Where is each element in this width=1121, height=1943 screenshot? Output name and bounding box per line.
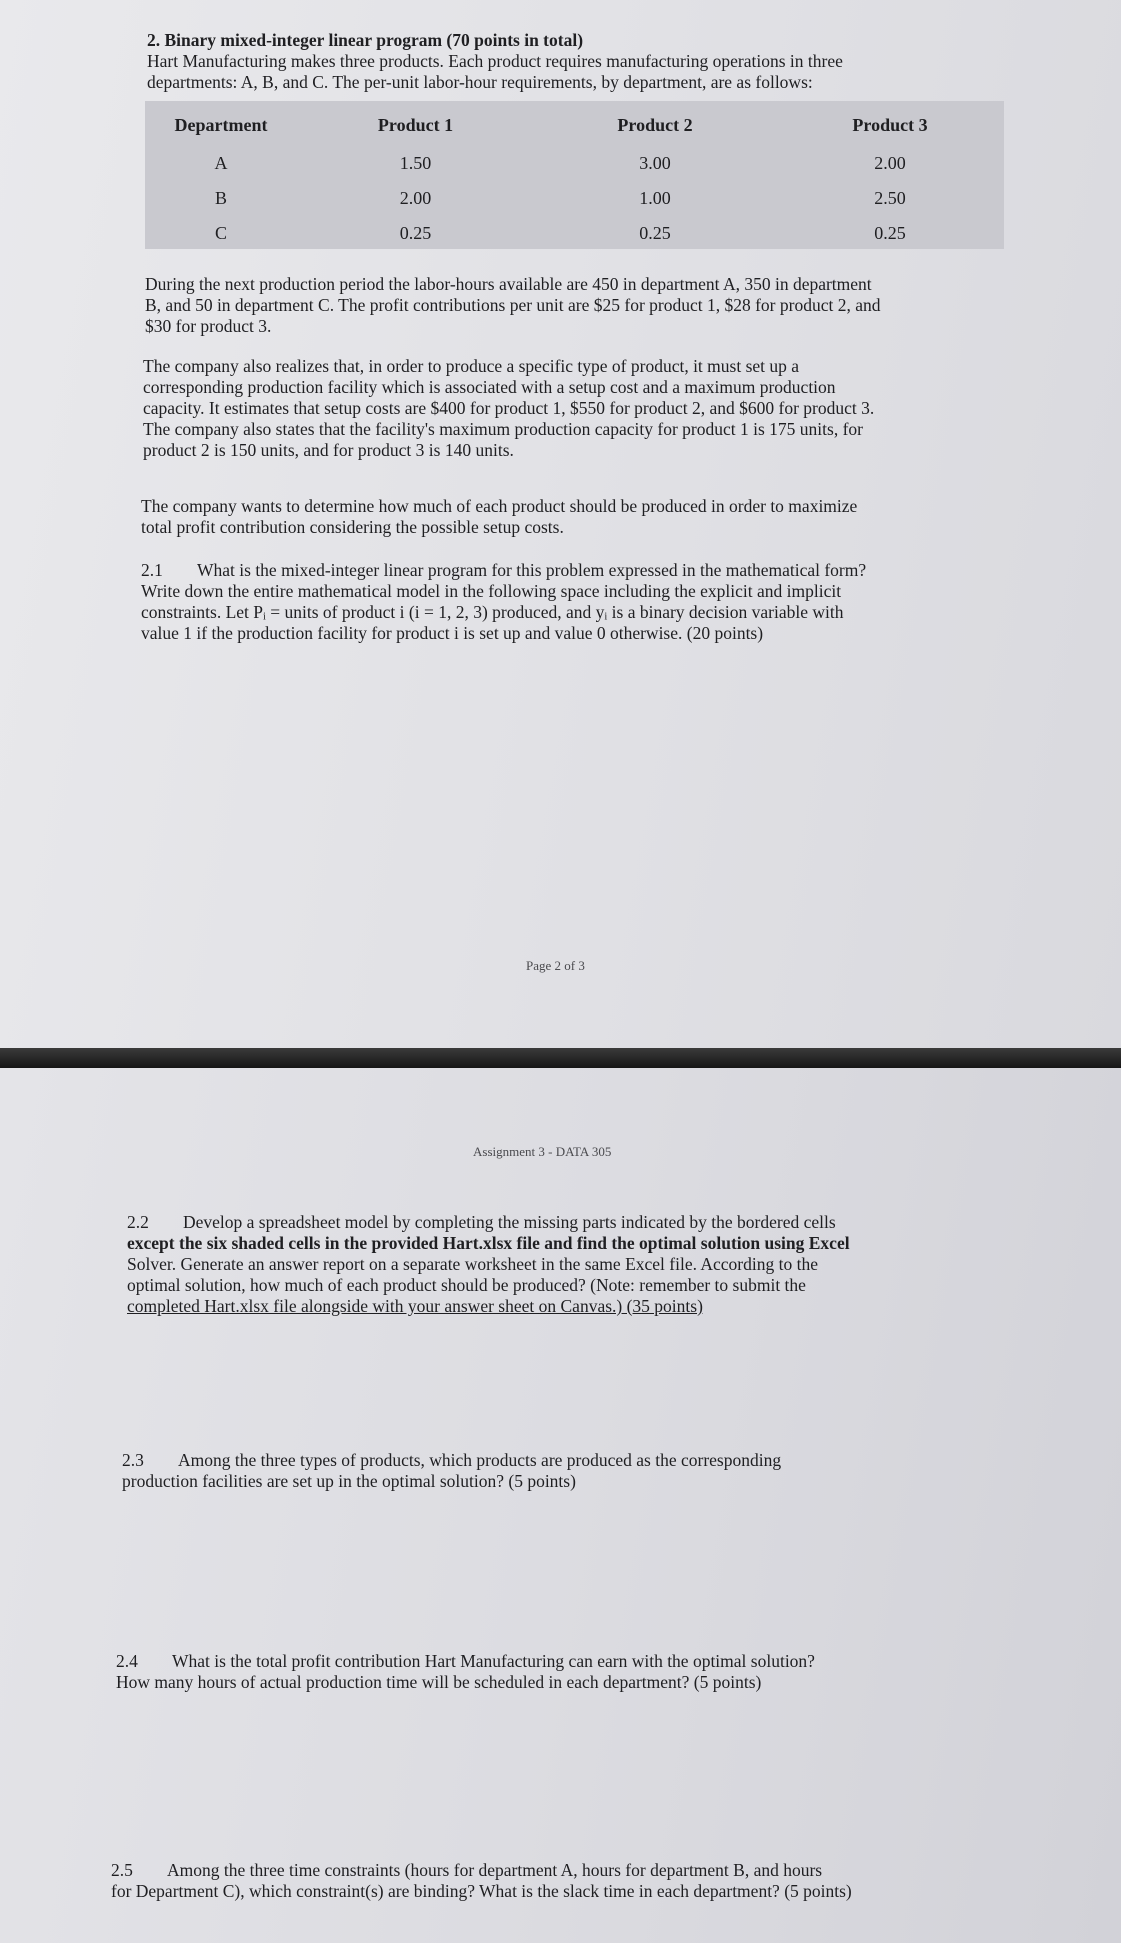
cell-value: 2.00	[874, 153, 906, 173]
table-row	[145, 181, 1004, 216]
question-number: 2.1	[141, 560, 163, 580]
paragraph-objective	[141, 496, 1021, 538]
paragraph-line: B, and 50 in department C. The profit contributions per unit are $25 for product 1, $28 for product 2, and	[145, 295, 881, 315]
question-line: Among the three types of products, which products are produced as the corresponding	[178, 1450, 782, 1470]
paragraph-line: During the next production period the labor-hours available are 450 in department A, 350 in department	[145, 274, 872, 294]
question-line: How many hours of actual production time will be scheduled in each department? (5 points)	[116, 1672, 762, 1692]
question-line: optimal solution, how much of each product should be produced? (Note: remember to submit the	[127, 1275, 806, 1295]
paragraph-line: corresponding production facility which is associated with a setup cost and a maximum production	[143, 377, 836, 397]
cell-value: 2.00	[399, 188, 432, 208]
paragraph-setup-costs	[143, 356, 1023, 461]
question-2-2	[127, 1212, 1027, 1317]
cell-dept: B	[214, 188, 227, 208]
page-header: Assignment 3 - DATA 305	[473, 1144, 612, 1159]
question-line: production facilities are set up in the optimal solution? (5 points)	[122, 1471, 576, 1491]
table-header-row	[145, 101, 1004, 146]
paragraph-line: $30 for product 3.	[145, 316, 272, 336]
cell-value: 1.00	[639, 188, 671, 208]
problem-intro	[147, 30, 1027, 93]
cell-value: 3.00	[639, 153, 671, 173]
page-separator	[0, 1048, 1121, 1068]
document-page-3	[0, 1068, 1121, 1943]
question-line: constraints. Let Pᵢ = units of product i (i = 1, 2, 3) produced, and yᵢ is a binary decision variable with	[141, 602, 844, 622]
question-number: 2.2	[127, 1212, 149, 1232]
question-line: for Department C), which constraint(s) are binding? What is the slack time in each department? (5 points)	[111, 1881, 852, 1901]
header-department: Department	[174, 114, 268, 135]
paragraph-labor-hours	[145, 274, 1025, 337]
table-row	[145, 146, 1004, 181]
question-2-5	[111, 1860, 1021, 1902]
cell-value: 1.50	[399, 153, 432, 173]
cell-value: 0.25	[399, 223, 432, 243]
table-row	[145, 216, 1004, 251]
paragraph-line: capacity. It estimates that setup costs are $400 for product 1, $550 for product 2, and $600 for product 3.	[143, 398, 875, 418]
question-2-1	[141, 560, 1021, 644]
header-product-3: Product 3	[852, 114, 928, 135]
question-number: 2.3	[122, 1450, 144, 1470]
cell-value: 0.25	[874, 223, 906, 243]
paragraph-line: The company also states that the facility's maximum production capacity for product 1 is 175 units, for	[143, 419, 863, 439]
question-line: What is the mixed-integer linear program for this problem expressed in the mathematical form?	[197, 560, 867, 580]
question-line: except the six shaded cells in the provided Hart.xlsx file and find the optimal solution using Excel	[127, 1233, 850, 1253]
paragraph-line: The company wants to determine how much of each product should be produced in order to maximize	[141, 496, 858, 516]
cell-value: 2.50	[874, 188, 906, 208]
paragraph-line: total profit contribution considering the possible setup costs.	[141, 517, 564, 537]
cell-dept: C	[214, 223, 227, 243]
question-line: completed Hart.xlsx file alongside with your answer sheet on Canvas.) (35 points)	[127, 1296, 703, 1316]
question-line: What is the total profit contribution Hart Manufacturing can earn with the optimal solution?	[172, 1651, 815, 1671]
intro-line-1: Hart Manufacturing makes three products. Each product requires manufacturing operations in three	[147, 51, 843, 71]
question-2-3	[122, 1450, 1022, 1492]
cell-dept: A	[214, 153, 228, 173]
question-line: Solver. Generate an answer report on a separate worksheet in the same Excel file. According to the	[127, 1254, 818, 1274]
cell-value: 0.25	[639, 223, 671, 243]
question-number: 2.4	[116, 1651, 138, 1671]
question-line: Write down the entire mathematical model in the following space including the explicit and implicit	[141, 581, 842, 601]
header-product-2: Product 2	[617, 114, 693, 135]
page-footer: Page 2 of 3	[526, 958, 585, 973]
paragraph-line: The company also realizes that, in order to produce a specific type of product, it must set up a	[143, 356, 800, 376]
paragraph-line: product 2 is 150 units, and for product 3 is 140 units.	[143, 440, 514, 460]
intro-line-2: departments: A, B, and C. The per-unit labor-hour requirements, by department, are as follows:	[147, 72, 813, 92]
question-number: 2.5	[111, 1860, 133, 1880]
question-line: Develop a spreadsheet model by completing the missing parts indicated by the bordered cells	[183, 1212, 836, 1232]
labor-hours-table	[145, 101, 1004, 249]
question-line: Among the three time constraints (hours for department A, hours for department B, and hours	[167, 1860, 823, 1880]
question-2-4	[116, 1651, 1016, 1693]
header-product-1: Product 1	[377, 114, 454, 135]
question-line: value 1 if the production facility for product i is set up and value 0 otherwise. (20 points)	[141, 623, 764, 643]
problem-heading: 2. Binary mixed-integer linear program (70 points in total)	[147, 30, 584, 50]
